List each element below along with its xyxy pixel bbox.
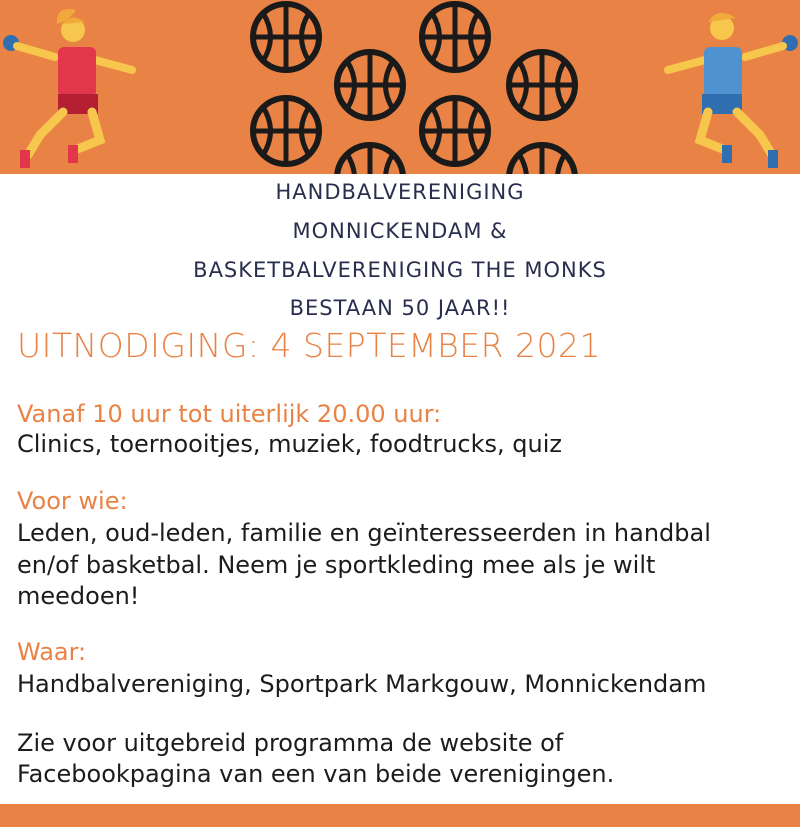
header-banner <box>0 0 800 174</box>
handball-player-blue-icon <box>668 13 798 168</box>
basketball-icon <box>253 4 319 70</box>
where-text: Handbalvereniging, Sportpark Markgouw, Monnickendam <box>17 670 707 698</box>
who-text-line-3: meedoen! <box>17 582 140 610</box>
heading-line-2: MONNICKENDAM & <box>292 219 508 243</box>
heading-line-1: HANDBALVERENIGING <box>275 180 525 204</box>
basketball-icon <box>422 4 488 70</box>
time-text: Clinics, toernooitjes, muziek, foodtrucks, quiz <box>17 430 562 458</box>
basketball-icon <box>337 145 403 174</box>
invitation-title: UITNODIGING: 4 SEPTEMBER 2021 <box>17 326 602 365</box>
who-label: Voor wie: <box>17 487 128 515</box>
banner-artwork <box>0 0 800 174</box>
handball-player-red-icon <box>3 9 132 168</box>
who-text-line-1: Leden, oud-leden, familie en geïnteresseerden in handbal <box>17 519 711 547</box>
basketball-icon <box>337 52 403 118</box>
basketball-icon <box>253 98 319 164</box>
heading-line-4: BESTAAN 50 JAAR!! <box>289 296 511 320</box>
time-label: Vanaf 10 uur tot uiterlijk 20.00 uur: <box>17 400 442 428</box>
footer-bar <box>0 804 800 827</box>
who-text-line-2: en/of basketbal. Neem je sportkleding mee als je wilt <box>17 551 656 579</box>
where-label: Waar: <box>17 638 87 666</box>
heading-line-3: BASKETBALVERENIGING THE MONKS <box>193 258 607 282</box>
basketball-icon <box>509 145 575 174</box>
basketball-icon <box>509 52 575 118</box>
more-info-line-1: Zie voor uitgebreid programma de website of <box>17 729 564 757</box>
basketball-icon <box>422 98 488 164</box>
more-info-line-2: Facebookpagina van een van beide verenigingen. <box>17 760 615 788</box>
